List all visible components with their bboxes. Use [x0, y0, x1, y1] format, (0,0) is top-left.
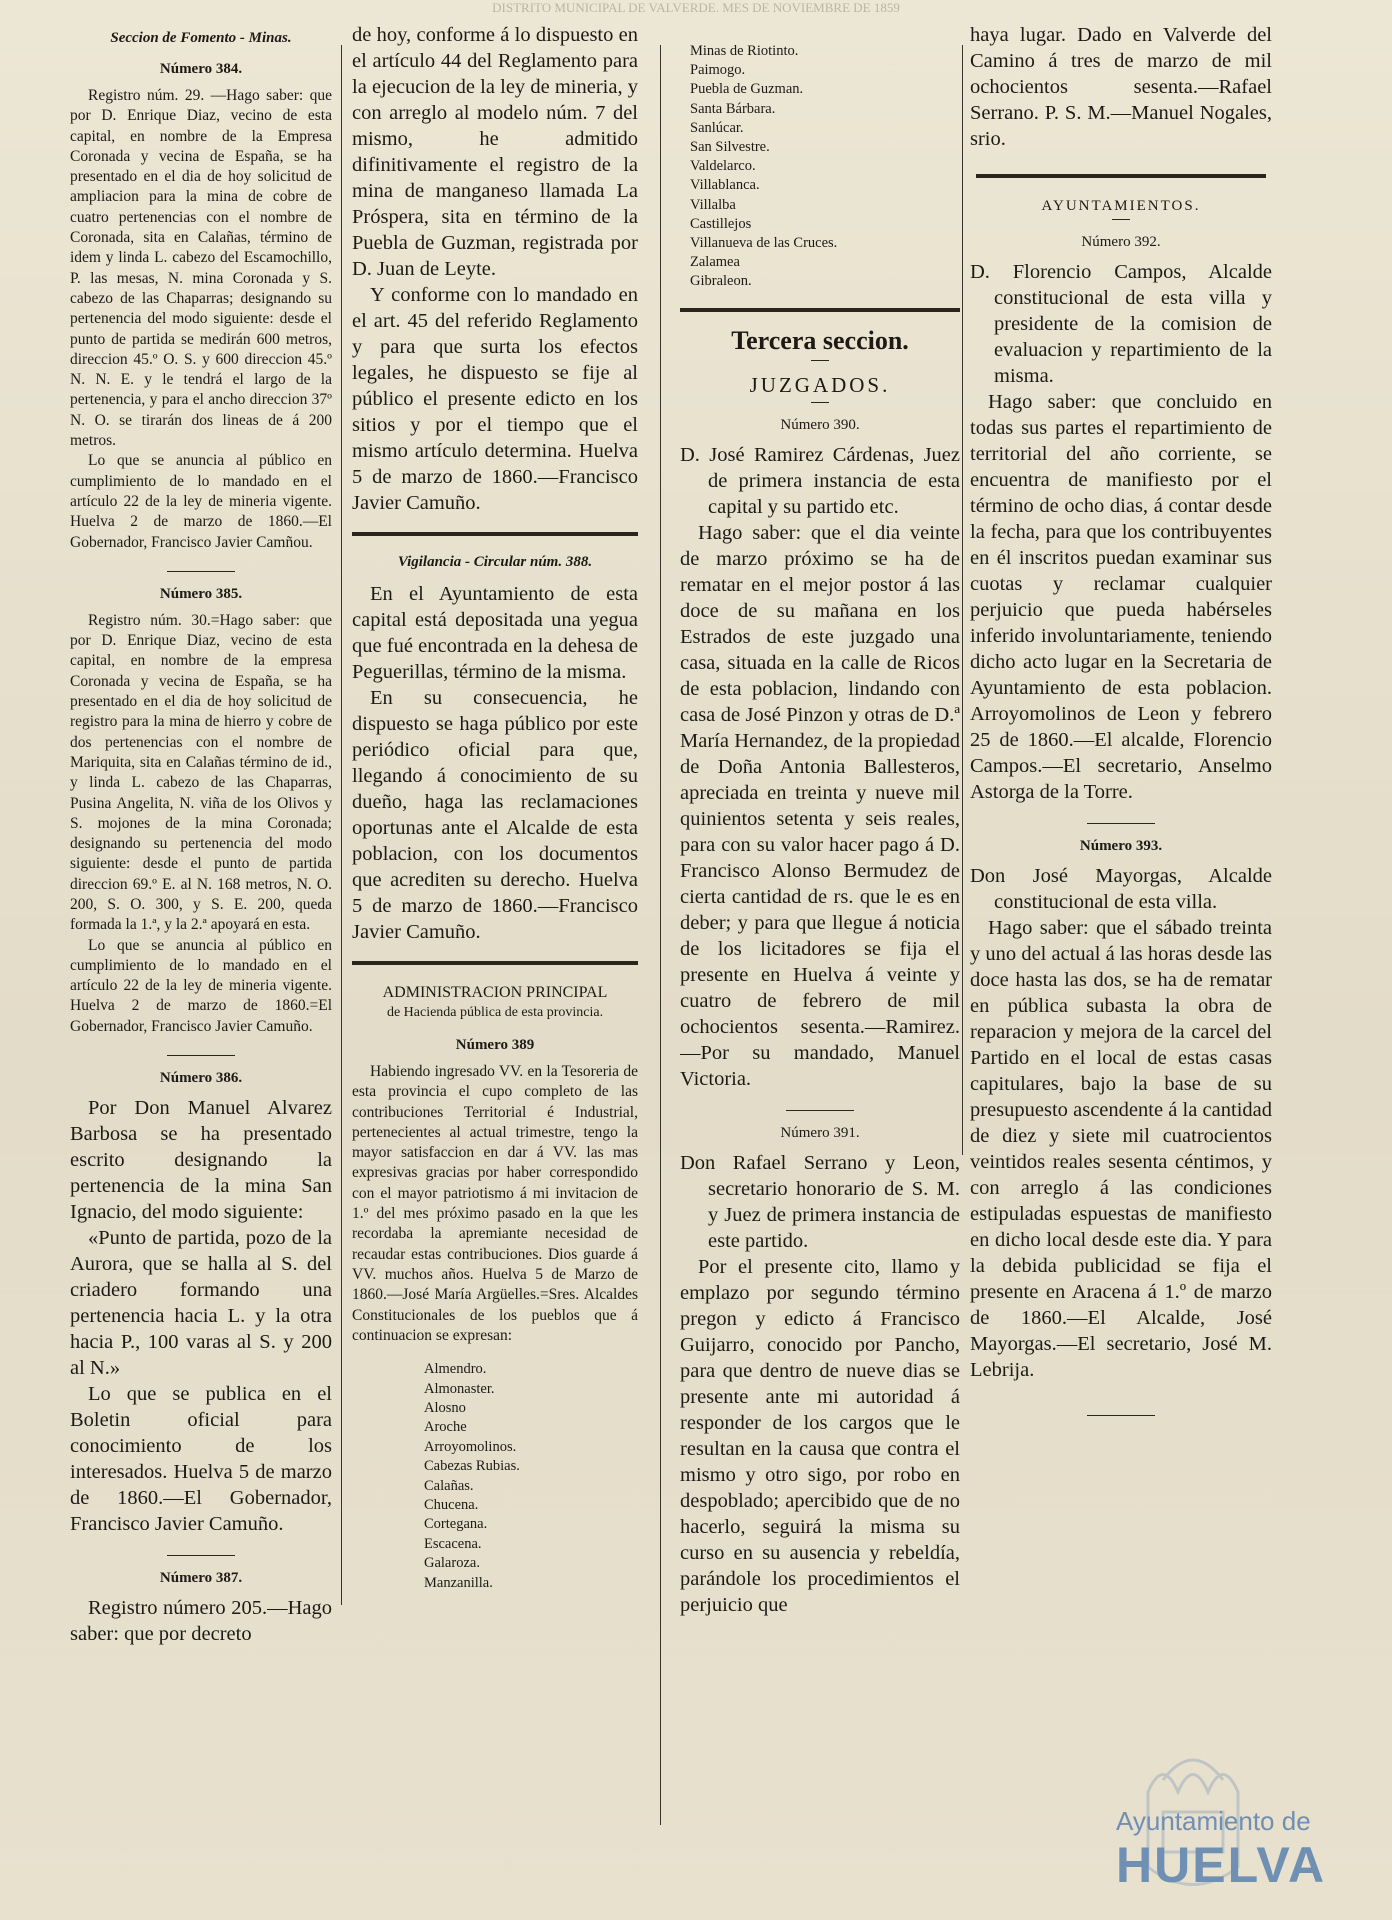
- administration-heading: [352, 983, 638, 1023]
- list-item: Alosno: [424, 1399, 466, 1416]
- notice-body: En el Ayuntamiento de esta capital está depositada una yegua que fué encontrada en la dehesa de Peguerillas, término de la misma.: [352, 583, 638, 683]
- notice-body: Registro número 205.—Hago saber: que por decreto: [70, 1597, 332, 1646]
- notice-body: En su consecuencia, he dispuesto se haga público por este periódico oficial para que, llegando á conocimiento de su dueño, haga las reclamaciones oportunas ante el Alcalde de esta poblacion, con los documentos que acrediten su derecho. Huelva 5 de marzo de 1860.—Francisco Javier Camuño.: [352, 687, 638, 943]
- rule: [352, 961, 638, 965]
- rule: [352, 532, 638, 536]
- administration-title: ADMINISTRACION PRINCIPAL: [382, 984, 608, 1001]
- logo-text: HUELVA: [1116, 1837, 1327, 1893]
- section-subtitle: AYUNTAMIENTOS.: [1041, 198, 1201, 214]
- notice-body: Registro núm. 29. —Hago saber: que por D. Enrique Diaz, vecino de esta capital, en nombre de la Empresa Coronada y vecina de España, se ha presentado en el dia de hoy solicitud de ampliacion para la mina de cobre de cuatro pertenencias con el nombre de Coronada, sita en Calañas, término de idem y linda L. cabezo del Escamochillo, P. las mesas, N. mina Coronada y S. cabezo de las Chaparras; designando su pertenencia del modo siguiente: desde el punto de partida se medirán 600 metros, direccion 45.º O. S. y 600 direccion 45.º N. N. E. y le tendrá el largo de la pertenencia, y para el ancho direccion 37º N. O. se tirarán dos lineas de á 200 metros.: [70, 87, 332, 450]
- list-item: Santa Bárbara.: [690, 100, 776, 117]
- notice-closing: Lo que se publica en el Boletin oficial para conocimiento de los interesados. Huelva 5 de marzo de 1860.—El Gobernador, Francisco Javier Camuño.: [70, 1383, 332, 1536]
- list-item: Almendro.: [424, 1361, 487, 1378]
- list-item: Cortegana.: [424, 1516, 488, 1533]
- notice-number: Número 393.: [1079, 838, 1163, 854]
- notice-number: Número 392.: [1081, 234, 1161, 250]
- list-item: Paimogo.: [690, 62, 746, 79]
- notice-continuation: de hoy, conforme á lo dispuesto en el artículo 44 del Reglamento para la ejecucion de la ley de mineria, y con arreglo al modelo núm. 7 del mismo, he admitido difinitivamente el registro de la mina de manganeso llamada La Próspera, sita en término de la Puebla de Guzman, registrada por D. Juan de Leyte.: [352, 24, 638, 280]
- notice-body: Por el presente cito, llamo y emplazo por segundo término pregon y edicto á Francisco Guijarro, conocido por Pancho, para que dentro de nueve dias se presente ante mi autoridad á responder de los cargos que le resultan en la causa que contra el mismo y otro sigo, por robo en despoblado; apercibido que de no hacerlo, seguirá la misma su curso en su ausencia y rebeldía, parándole los procedimientos el perjuicio que: [680, 1255, 960, 1616]
- separator: [167, 1555, 235, 1556]
- list-item: Chucena.: [424, 1497, 479, 1513]
- list-item: Escacena.: [424, 1535, 482, 1552]
- rule: [680, 308, 960, 312]
- separator: [1087, 823, 1155, 824]
- separator: [786, 1110, 854, 1111]
- list-item: Sanlúcar.: [690, 119, 744, 136]
- section-subtitle: JUZGADOS.: [749, 372, 891, 397]
- town-list: [352, 1360, 638, 1593]
- notice-continuation: Y conforme con lo mandado en el art. 45 del referido Reglamento y para que surta los efectos legales, he dispuesto se fije al público el presente edicto en los sitios y por el tiempo que el mismo artículo determina. Huelva 5 de marzo de 1860.—Francisco Javier Camuño.: [352, 284, 638, 514]
- list-item: Villablanca.: [690, 177, 760, 194]
- list-item: Villanueva de las Cruces.: [690, 235, 838, 252]
- section-title: Tercera seccion.: [731, 325, 909, 355]
- dash: [811, 402, 829, 403]
- notice-number: Número 386.: [159, 1070, 243, 1087]
- mayor-heading: D. Florencio Campos, Alcalde constitucional de esta villa y presidente de la comision de evaluacion y repartimiento de la misma.: [970, 261, 1272, 387]
- column-rule: [660, 45, 661, 1825]
- notice-number: Número 389: [455, 1037, 535, 1053]
- separator: [1087, 1415, 1155, 1416]
- notice-number: Número 384.: [159, 61, 243, 77]
- town-list: [680, 42, 960, 292]
- list-item: Almonaster.: [424, 1380, 495, 1397]
- list-item: Manzanilla.: [424, 1574, 493, 1591]
- column-rule: [962, 45, 963, 1155]
- section-head: Vigilancia - Circular núm. 388.: [397, 554, 593, 570]
- list-item: Zalamea: [690, 254, 740, 271]
- list-item: Calañas.: [424, 1477, 474, 1494]
- judge-heading: Don Rafael Serrano y Leon, secretario honorario de S. M. y Juez de primera instancia de este partido.: [680, 1151, 960, 1252]
- mayor-heading: Don José Mayorgas, Alcalde constitucional de esta villa.: [970, 865, 1272, 913]
- rule: [976, 174, 1266, 178]
- column-4: [970, 22, 1272, 1428]
- column-3: [680, 22, 960, 1618]
- logo-text: Ayuntamiento de: [1116, 1806, 1311, 1836]
- separator: [167, 571, 235, 572]
- administration-subtitle: de Hacienda pública de esta provincia.: [386, 1005, 604, 1020]
- column-rule: [341, 45, 342, 1605]
- list-item: Arroyomolinos.: [424, 1438, 517, 1455]
- dash: [811, 360, 829, 361]
- notice-continuation: haya lugar. Dado en Valverde del Camino á tres de marzo de mil ochocientos sesenta.—Rafael Serrano. P. S. M.—Manuel Nogales, srio.: [970, 24, 1272, 150]
- section-head: Seccion de Fomento - Minas.: [110, 30, 292, 46]
- notice-closing: Lo que se anuncia al público en cumplimiento de lo mandado en el artículo 22 de la ley de mineria vigente. Huelva 2 de marzo de 1860.=El Gobernador, Francisco Javier Camuño.: [70, 936, 332, 1035]
- notice-body: Hago saber: que el dia veinte de marzo próximo se ha de rematar en el mejor postor á las doce de su mañana en los Estrados de este juzgado una casa, situada en la calle de Ricos de esta poblacion, lindando con casa de José Pinzon y otras de D.ª María Hernandez, de la propiedad de Doña Antonia Ballesteros, apreciada en treinta y nueve mil quinientos setenta y seis reales, para con su valor hacer pago á D. Francisco Alonso Bermudez de cierta cantidad de rs. que le es en deber; y para que llegue á noticia de los licitadores se fija el presente en Huelva á veinte y cuatro de febrero de mil ochocientos sesenta.—Ramirez.—Por su mandado, Manuel Victoria.: [680, 521, 960, 1090]
- judge-heading: D. José Ramirez Cárdenas, Juez de primera instancia de esta capital y su partido etc.: [680, 443, 960, 518]
- notice-quote: «Punto de partida, pozo de la Aurora, que se halla al S. del criadero formando una pertenencia hacia L. y la otra hacia P., 100 varas al S. y 200 al N.»: [70, 1227, 332, 1380]
- notice-body: Registro núm. 30.=Hago saber: que por D. Enrique Diaz, vecino de esta capital, en nombre de la empresa Coronada y vecina de España, se ha presentado en el dia de hoy solicitud de registro para la mina de hierro y cobre de dos pertenencias con el nombre de Mariquita, sita en Calañas término de id., y linda L. cabezo de las Chaparras, Pusina Angelita, N. viña de los Olivos y S. mojones de la mina Coronada; designando su pertenencia del modo siguiente: desde el punto de partida direccion 69.º E. al N. 168 metros, N. O. 200, S. O. 300, y S. E. 200, queda formada la 1.ª, y la 2.ª apoyará en esta.: [70, 611, 332, 934]
- list-item: Castillejos: [690, 215, 752, 232]
- list-item: Villalba: [690, 196, 736, 213]
- notice-number: Número 385.: [159, 585, 243, 602]
- list-item: Cabezas Rubias.: [424, 1458, 520, 1475]
- dash: [1112, 219, 1130, 220]
- notice-body: Habiendo ingresado VV. en la Tesoreria de esta provincia el cupo completo de las contribuciones Territorial é Industrial, pertenecientes al actual trimestre, tengo la mayor satisfaccion en dar á VV. las mas expresivas gracias por haber correspondido con el mayor patriotismo á mi invitacion de 1.º del mes próximo pasado en la que les recordaba la apremiante necesidad de recaudar estas contribuciones. Dios guarde á VV. muchos años. Huelva 5 de Marzo de 1860.—José María Argüelles.=Sres. Alcaldes Constitucionales de los pueblos que á continuacion se expresan:: [352, 1063, 638, 1344]
- column-1: [70, 22, 332, 1647]
- list-item: Galaroza.: [424, 1555, 480, 1572]
- list-item: Aroche: [424, 1419, 467, 1436]
- list-item: Gibraleon.: [690, 273, 752, 290]
- notice-body: Por Don Manuel Alvarez Barbosa se ha presentado escrito designando la pertenencia de la mina San Ignacio, del modo siguiente:: [70, 1097, 332, 1224]
- list-item: San Silvestre.: [690, 139, 770, 156]
- list-item: Puebla de Guzman.: [690, 81, 804, 98]
- notice-closing: Lo que se anuncia al público en cumplimiento de lo mandado en el artículo 22 de la ley de mineria vigente. Huelva 2 de marzo de 1860.—El Gobernador, Francisco Javier Camñou.: [70, 452, 332, 551]
- bleed-through-header: DISTRITO MUNICIPAL DE VALVERDE. MES DE NOVIEMBRE DE 1859: [492, 0, 900, 15]
- column-2: [352, 22, 638, 1593]
- list-item: Valdelarco.: [690, 158, 756, 175]
- notice-number: Número 391.: [780, 1124, 860, 1141]
- separator: [167, 1055, 235, 1056]
- notice-number: Número 387.: [159, 1570, 243, 1587]
- list-item: Minas de Riotinto.: [690, 43, 799, 59]
- notice-number: Número 390.: [780, 416, 860, 433]
- notice-body: Hago saber: que concluido en todas sus partes el repartimiento de territorial del año corriente, se encuentra de manifiesto por el término de ocho dias, á contar desde la fecha, para que los contribuyentes en él inscritos puedan examinar sus cuotas y reclamar cualquier perjuicio que pueda habérseles inferido involuntariamente, teniendo dicho acto lugar en la Secretaria de Ayuntamiento de esta poblacion. Arroyomolinos de Leon y febrero 25 de 1860.—El alcalde, Florencio Campos.—El secretario, Anselmo Astorga de la Torre.: [970, 391, 1272, 803]
- notice-body: Hago saber: que el sábado treinta y uno del actual á las horas desde las doce hasta las dos, se ha de rematar en pública subasta la obra de reparacion y mejora de la carcel del Partido en el local de estas casas capitulares, bajo la base de su presupuesto ascendente á la cantidad de diez y siete mil cuatrocientos veintidos reales sesenta céntimos, y con arreglo á las condiciones estipuladas espuestas de manifiesto en dicho local desde este dia. Y para la debida publicidad se fija el presente en Aracena á 1.º de marzo de 1860.—El Alcalde, José Mayorgas.—El secretario, José M. Lebrija.: [970, 917, 1272, 1381]
